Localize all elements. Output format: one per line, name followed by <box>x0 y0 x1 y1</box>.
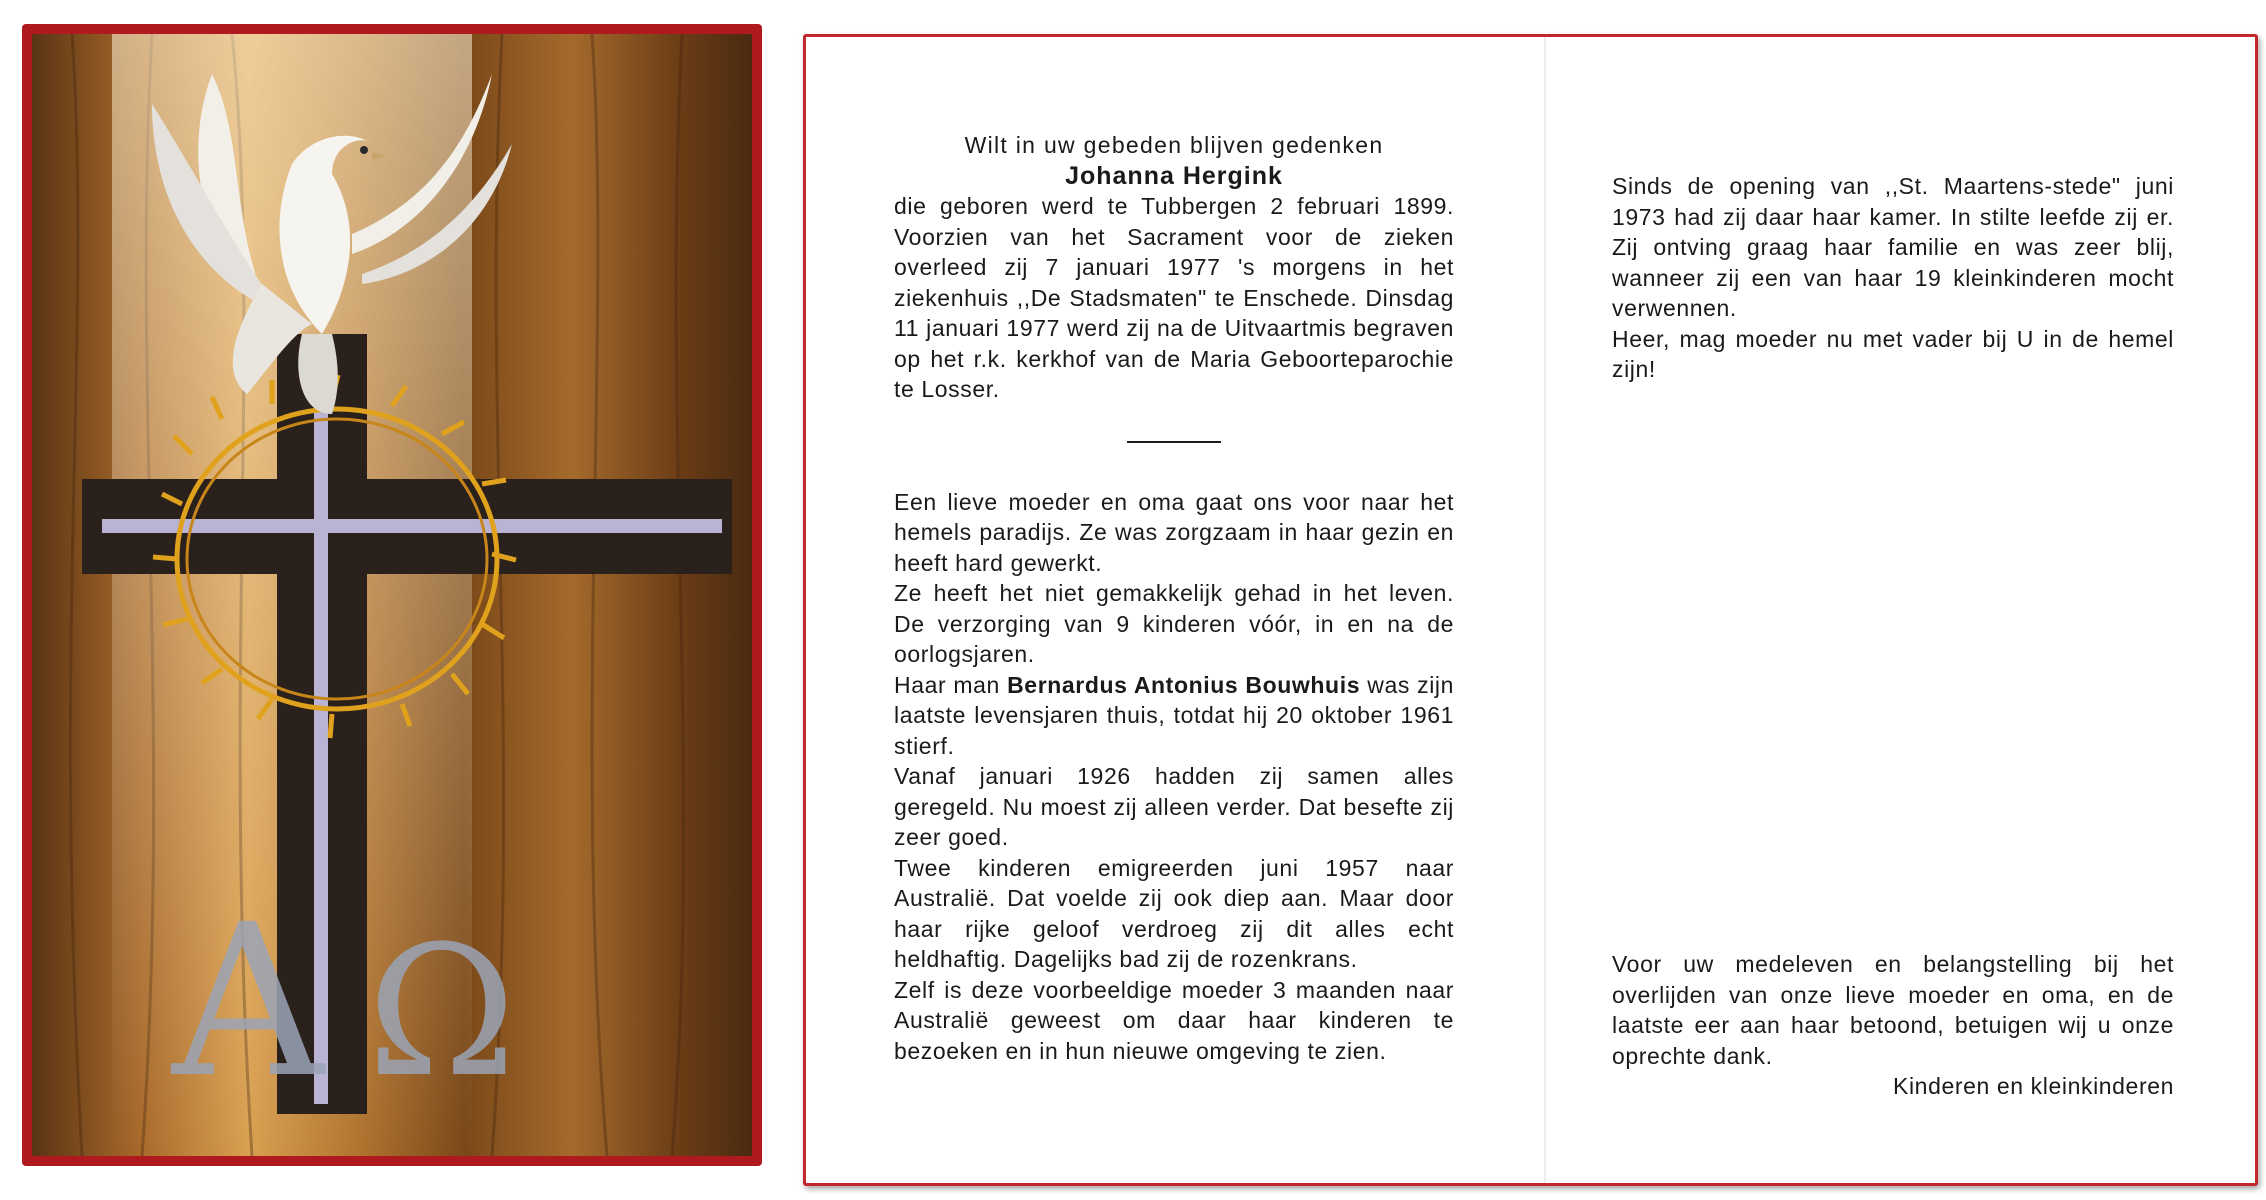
memorial-card-inside <box>803 34 2258 1186</box>
card-fold <box>1544 37 1546 1183</box>
signature: Kinderen en kleinkinderen <box>1893 1073 2174 1099</box>
paragraph-2: Ze heeft het niet gemakkelijk gehad in het leven. De verzorging van 9 kinderen vóór, in en na de oorlogsjaren. <box>894 580 1454 667</box>
biography-paragraph: die geboren werd te Tubbergen 2 februari 1899. Voorzien van het Sacrament voor de zieken overleed zij 7 januari 1977 's morgens in het ziekenhuis ,,De Stadsmaten" te Enschede. Dinsdag 11 januari 1977 werd zij na de Uitvaartmis begraven op het r.k. kerkhof van de Maria Geboorteparochie te Losser. <box>894 193 1454 402</box>
paragraph-1: Een lieve moeder en oma gaat ons voor naar het hemels paradijs. Ze was zorgzaam in haar gezin en heeft hard gewerkt. <box>894 488 1454 576</box>
paragraph-5: Twee kinderen emigreerden juni 1957 naar Australië. Dat voelde zij ook diep aan. Maar door haar rijke geloof verdroeg zij dit alles echt heldhaftig. Dagelijks bad zij de rozenkrans. <box>894 854 1454 972</box>
right-paragraph-1: Sinds de opening van ,,St. Maartens-stede" juni 1973 had zij daar haar kamer. In stilte leefde zij er. Zij ontving graag haar familie en was zeer blij, wanneer zij een van haar 19 kleinkinderen mocht verwennen. <box>1612 173 2174 321</box>
husband-name: Bernardus Antonius Bouwhuis <box>1007 671 1361 698</box>
p3-prefix: Haar man <box>894 671 1008 698</box>
paragraph-6: Zelf is deze voorbeeldige moeder 3 maanden naar Australië geweest om daar haar kinderen te bezoeken en in hun nieuwe omgeving te zien. <box>894 976 1454 1064</box>
right-paragraph-2: Heer, mag moeder nu met vader bij U in de hemel zijn! <box>1612 325 2174 382</box>
section-divider <box>1127 441 1221 443</box>
paragraph-4: Vanaf januari 1926 hadden zij samen alles geregeld. Nu moest zij alleen verder. Dat besefte zij zeer goed. <box>894 763 1454 850</box>
paragraph-3 <box>894 670 1454 762</box>
painting <box>32 34 752 1156</box>
thanks-paragraph: Voor uw medeleven en belangstelling bij het overlijden van onze lieve moeder en oma, en de laatste eer aan haar betoond, betuigen wij u onze oprechte dank. <box>1612 951 2174 1069</box>
painting-canvas <box>32 34 752 1156</box>
thanks-section <box>1612 949 2174 1102</box>
memorial-card-front <box>22 24 762 1166</box>
intro-line: Wilt in uw gebeden blijven gedenken <box>964 132 1384 158</box>
alpha-symbol: A <box>172 879 324 1124</box>
p3-suffix: was zijn laatste levensjaren thuis, totdat hij 20 oktober 1961 stierf. <box>894 671 1454 759</box>
deceased-name: Johanna Hergink <box>1065 161 1283 190</box>
omega-symbol: Ω <box>367 908 517 1117</box>
right-text-column <box>1612 171 2174 385</box>
left-text-column <box>894 130 1454 1066</box>
